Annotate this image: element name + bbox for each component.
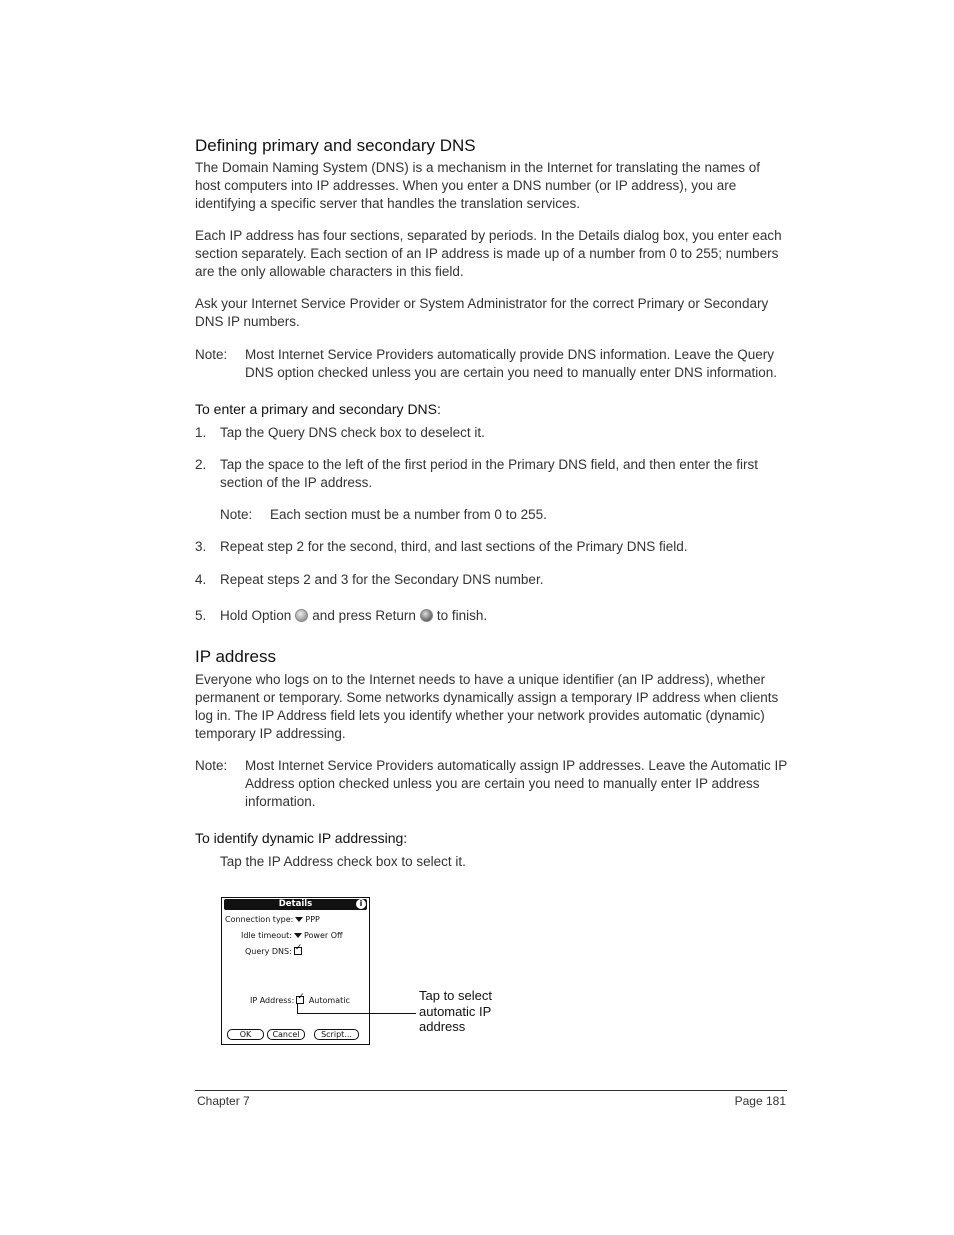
return-button-icon [420, 609, 433, 622]
query-dns-label: Query DNS: [245, 947, 292, 956]
step-text: Tap the IP Address check box to select it. [220, 854, 466, 869]
step-number: 3. [195, 539, 207, 554]
step-text: Repeat steps 2 and 3 for the Secondary DNS number. [220, 572, 544, 587]
footer-page: Page 181 [734, 1094, 786, 1108]
step-number: 4. [195, 572, 207, 587]
step-number: 5. [195, 608, 207, 623]
ok-button[interactable]: OK [227, 1029, 264, 1040]
ip-address-label: IP Address: [250, 996, 295, 1005]
connection-type-value[interactable]: PPP [305, 915, 320, 924]
dropdown-arrow-icon[interactable] [295, 917, 303, 922]
step-text-part: Hold Option [220, 608, 292, 623]
idle-timeout-row [241, 931, 343, 940]
info-icon[interactable]: i [356, 899, 366, 909]
note-text: Most Internet Service Providers automatically assign IP addresses. Leave the Automatic IP Address option checked unless you are certain you need to manually enter IP address information. [245, 758, 788, 809]
callout-text: Tap to select automatic IP address [419, 988, 492, 1034]
note-text: Most Internet Service Providers automatically provide DNS information. Leave the Query DNS option checked unless you are certain you need to manually enter DNS information. [245, 347, 778, 380]
paragraph: Everyone who logs on to the Internet needs to have a unique identifier (an IP address), whether permanent or temporary. Some networks dynamically assign a temporary IP address when clients log in. The IP Address field lets you identify whether your network provides automatic (dynamic) temporary IP addressing. [195, 672, 779, 741]
dialog-title: Details [278, 899, 313, 909]
step-text-part: to finish. [436, 608, 488, 623]
procedure-title-ip: To identify dynamic IP addressing: [195, 830, 408, 846]
footer-rule [195, 1090, 787, 1091]
step-text: Tap the Query DNS check box to deselect it. [220, 425, 485, 440]
idle-timeout-label: Idle timeout: [241, 931, 292, 940]
query-dns-checkbox[interactable] [294, 947, 302, 955]
step-text-part: and press Return [312, 608, 416, 623]
note-text: Each section must be a number from 0 to 255. [270, 507, 547, 522]
paragraph: Each IP address has four sections, separated by periods. In the Details dialog box, you enter each section separately. Each section of an IP address is made up of a number from 0 to 255; numbers are the only allowable characters in this field. [195, 228, 782, 279]
details-dialog [221, 897, 370, 1045]
connection-type-row [225, 915, 320, 924]
dropdown-arrow-icon[interactable] [294, 933, 302, 938]
procedure-title-dns: To enter a primary and secondary DNS: [195, 401, 441, 417]
query-dns-row [245, 947, 302, 956]
idle-timeout-value[interactable]: Power Off [304, 931, 343, 940]
step-number: 2. [195, 457, 207, 472]
ip-address-row [250, 996, 350, 1005]
step-number: 1. [195, 425, 207, 440]
footer-chapter: Chapter 7 [197, 1094, 250, 1108]
step-text [220, 607, 785, 625]
note-label: Note: [195, 758, 228, 773]
step-text: Repeat step 2 for the second, third, and last sections of the Primary DNS field. [220, 539, 688, 554]
callout-line-horizontal [297, 1013, 416, 1014]
option-button-icon [295, 609, 308, 622]
paragraph: The Domain Naming System (DNS) is a mechanism in the Internet for translating the names of host computers into IP addresses. When you enter a DNS number (or IP address), you are identifying a specific server that handles the translation services. [195, 160, 760, 211]
ip-address-value: Automatic [308, 996, 350, 1005]
dialog-title-bar [224, 899, 367, 910]
step-text: Tap the space to the left of the first period in the Primary DNS field, and then enter the first section of the IP address. [220, 457, 759, 490]
section-title-dns: Defining primary and secondary DNS [195, 136, 476, 155]
connection-type-label: Connection type: [225, 915, 294, 924]
note-label: Note: [220, 507, 253, 522]
note-label: Note: [195, 347, 228, 362]
script-button[interactable]: Script... [314, 1029, 359, 1040]
paragraph: Ask your Internet Service Provider or System Administrator for the correct Primary or Secondary DNS IP numbers. [195, 296, 769, 329]
cancel-button[interactable]: Cancel [267, 1029, 305, 1040]
section-title-ip: IP address [195, 647, 276, 666]
ip-address-checkbox[interactable] [296, 996, 304, 1004]
